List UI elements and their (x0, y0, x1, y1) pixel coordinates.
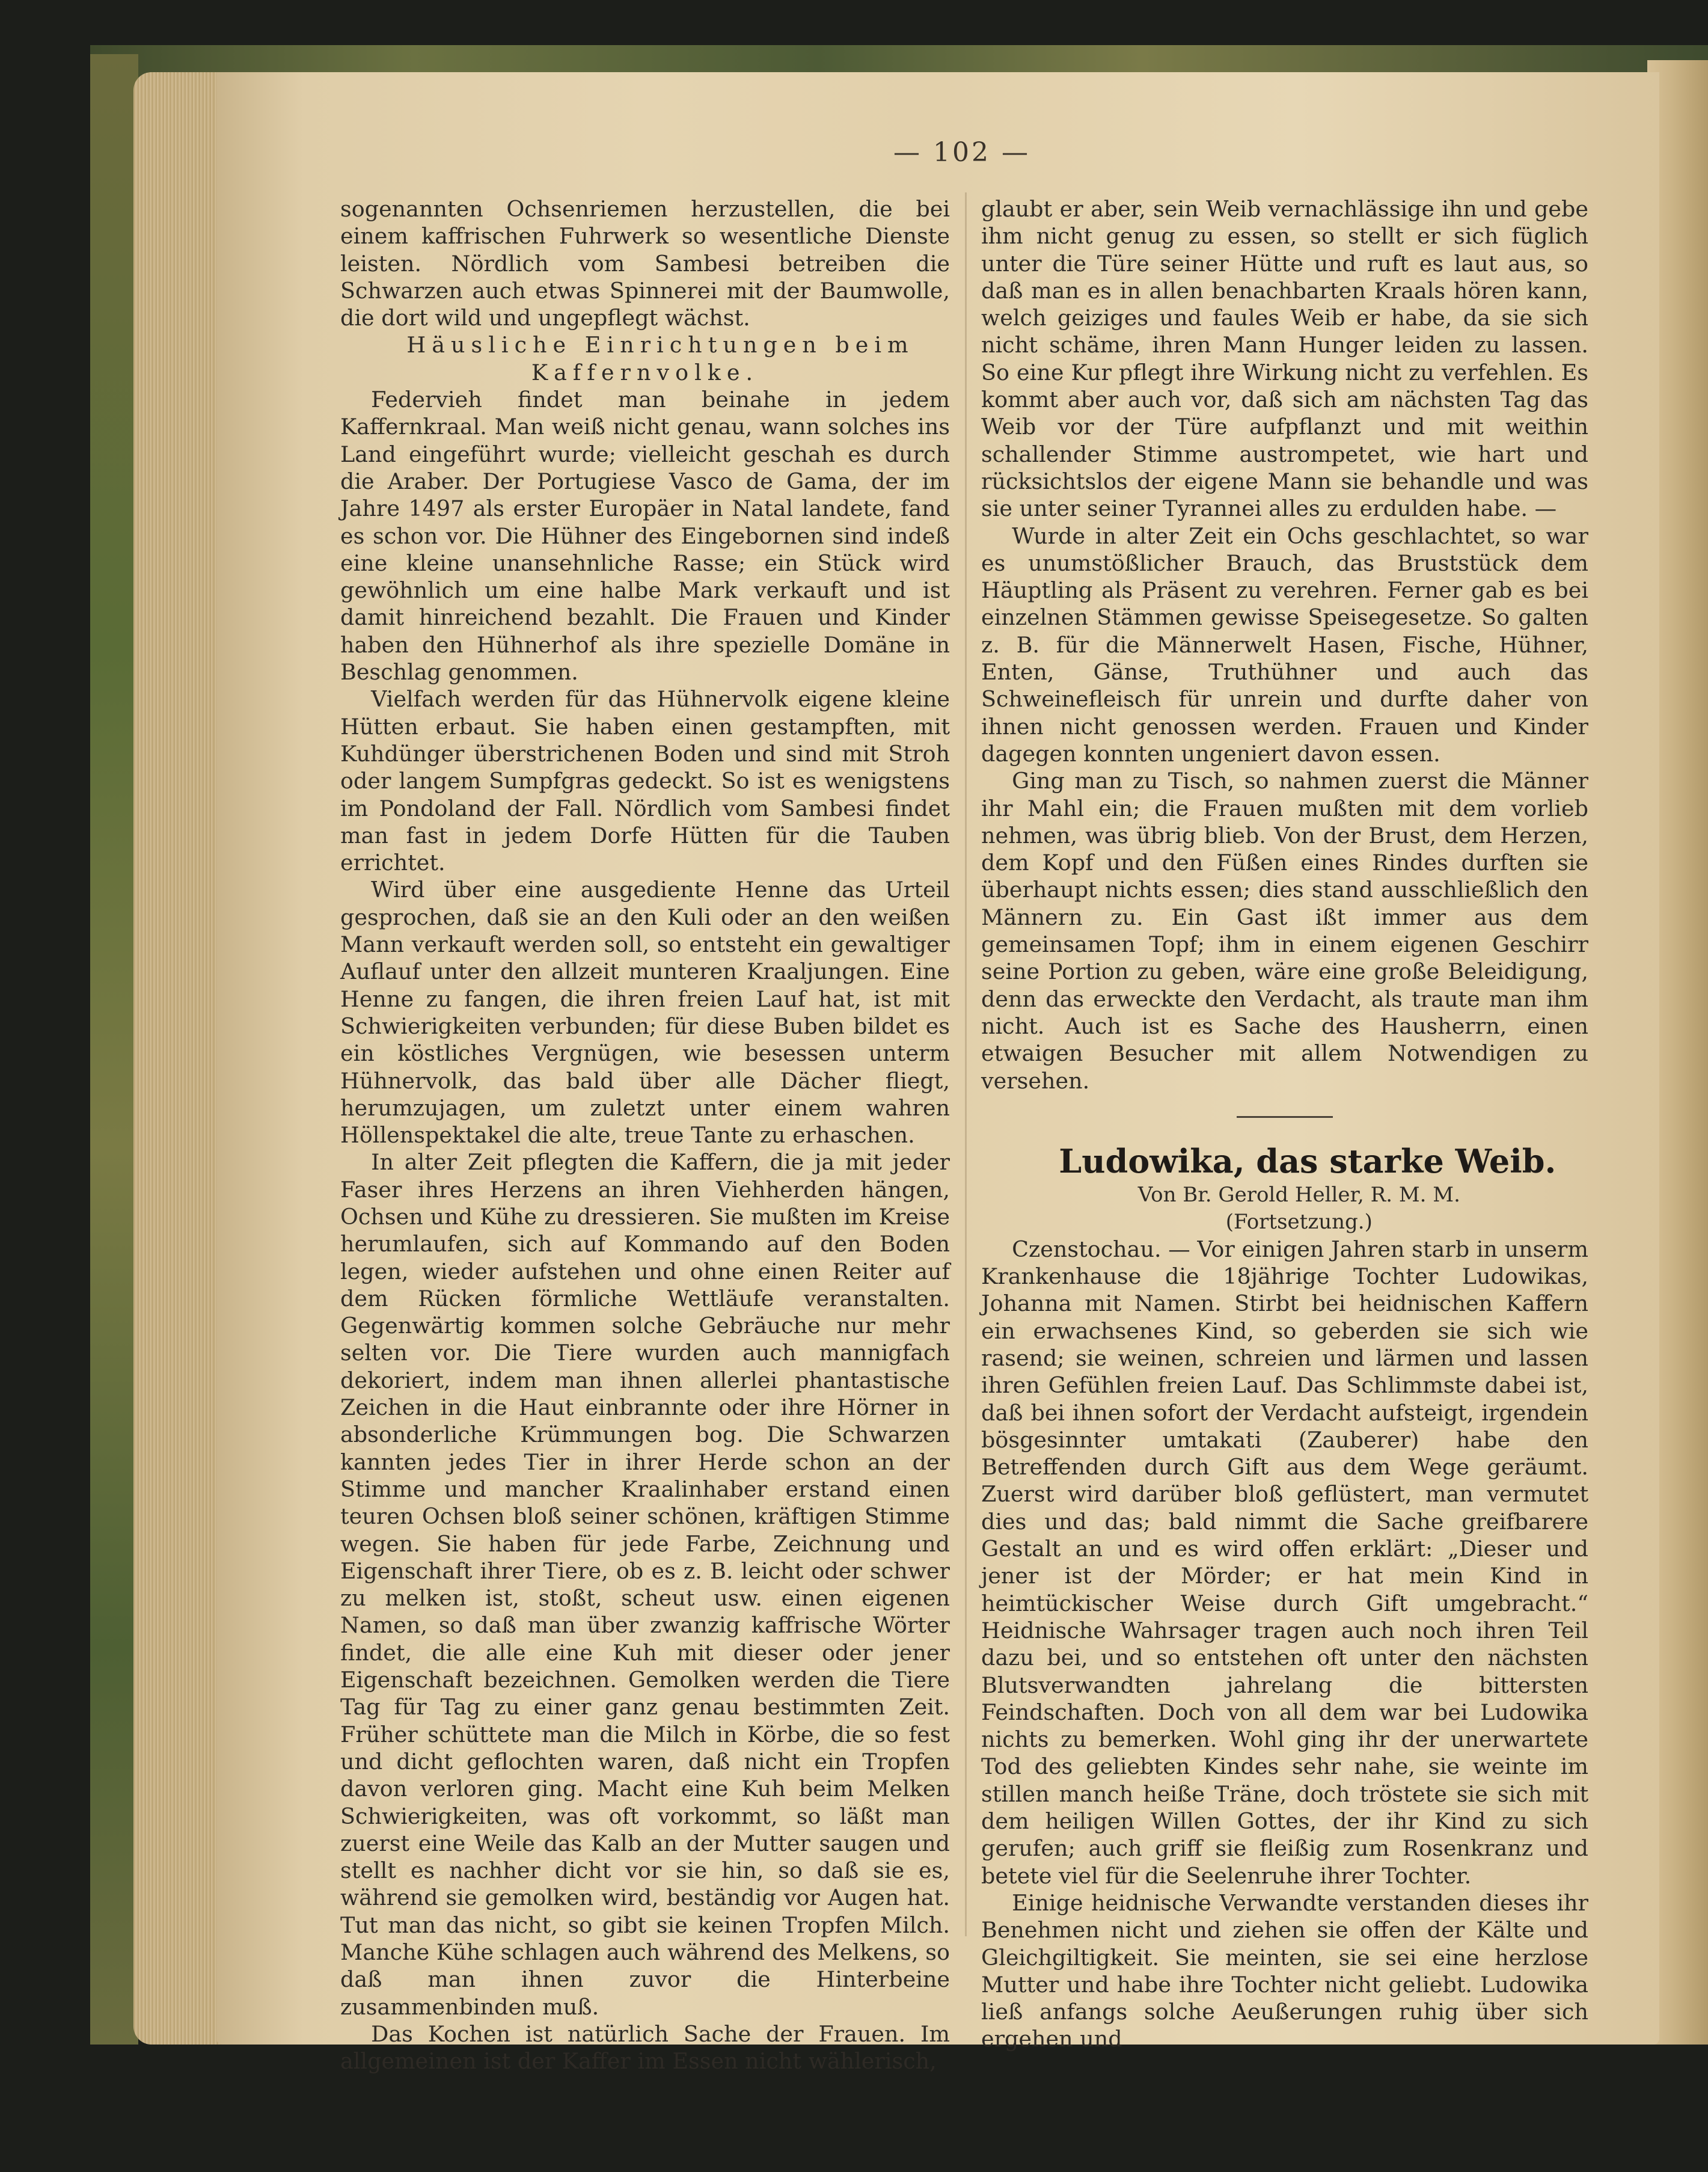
right-paragraph: Wurde in alter Zeit ein Ochs geschlachtet, so war es unumstößlicher Brauch, das Bruststück dem Häuptling als Präsent zu verehren. Ferner gab es bei einzelnen Stämmen gewisse Speisegesetze. So galten z. B. für die Männerwelt Hasen, Fische, Hühner, Enten, Gänse, Truthühner und auch das Schweinefleisch für unrein und durfte daher von ihnen nicht genossen werden. Frauen und Kinder dagegen konnten ungeniert davon essen. (981, 523, 1588, 767)
book-spine (90, 54, 138, 2045)
right-paragraph: Ging man zu Tisch, so nahmen zuerst die Männer ihr Mahl ein; die Frauen mußten mit dem vorlieb nehmen, was übrig blieb. Von der Brust, dem Herzen, dem Kopf und den Füßen eines Rindes durften sie überhaupt nichts essen; dies stand ausschließlich den Männern zu. Ein Gast ißt immer aus dem gemeinsamen Topf; ihm in einem eigenen Geschirr seine Portion zu geben, wäre eine große Beleidigung, denn das erweckte den Verdacht, als traute man ihm nicht. Auch ist es Sache des Hausherrn, einen etwaigen Besucher mit allem Notwendigen zu versehen. (981, 768, 1588, 1094)
column-divider (965, 192, 967, 1936)
continued-note: (Fortsetzung.) (1225, 1209, 1373, 1234)
left-paragraph: Federvieh findet man beinahe in jedem Kaffernkraal. Man weiß nicht genau, wann solches ins Land eingeführt wurde; vielleicht geschah es durch die Araber. Der Portugiese Vasco de Gama, der im Jahre 1497 als erster Europäer in Natal landete, fand es schon vor. Die Hühner des Eingebornen sind indeß eine kleine unansehnliche Rasse; ein Stück wird gewöhnlich um eine halbe Mark verkauft und ist damit hinreichend bezahlt. Die Frauen und Kinder haben den Hühnerhof als ihre spezielle Domäne in Beschlag genommen. (340, 387, 950, 686)
separator-rule (1237, 1116, 1333, 1118)
left-paragraph: Vielfach werden für das Hühnervolk eigene kleine Hütten erbaut. Sie haben einen gestampften, mit Kuhdünger überstrichenen Boden und sind mit Stroh oder langem Sumpfgras gedeckt. So ist es wenigstens im Pondoland der Fall. Nördlich vom Sambesi findet man fast in jedem Dorfe Hütten für die Tauben errichtet. (340, 686, 950, 876)
article-title: Ludowika, das starke Weib. (1059, 1141, 1556, 1180)
article-byline: Von Br. Gerold Heller, R. M. M. (1137, 1182, 1460, 1207)
left-paragraph: Wird über eine ausgediente Henne das Urteil gesprochen, daß sie an den Kuli oder an den weißen Mann verkauft werden soll, so entsteht ein gewaltiger Auflauf unter den allzeit munteren Kraaljungen. Eine Henne zu fangen, die ihren freien Lauf hat, ist mit Schwierigkeiten verbunden; für diese Buben bildet es ein köstliches Vergnügen, wie besessen unterm Hühnervolk, das bald über alle Dächer fliegt, herumzujagen, um zuletzt unter einem wahren Höllenspektakel die alte, treue Tante zu erhaschen. (340, 877, 950, 1149)
article-paragraph: Einige heidnische Verwandte verstanden dieses ihr Benehmen nicht und ziehen sie offen der Kälte und Gleichgiltigkeit. Sie meinten, sie sei eine herzlose Mutter und habe ihre Tochter nicht geliebt. Ludowika ließ anfangs solche Aeußerungen ruhig über sich ergehen und (981, 1889, 1588, 2052)
right-column (981, 195, 1588, 2053)
left-column (340, 195, 950, 2075)
section-heading: Häusliche Einrichtungen beim Kaffernvolke. (406, 332, 914, 385)
page-number: — 102 — (893, 137, 1030, 168)
right-intro-paragraph: glaubt er aber, sein Weib vernachlässige ihn und gebe ihm nicht genug zu essen, so stellt er sich füglich unter die Türe seiner Hütte und ruft es laut aus, so daß man es in allen benachbarten Kraals hören kann, welch geiziges und faules Weib er habe, da sie sich nicht schäme, ihren Mann Hunger leiden zu lassen. So eine Kur pflegt ihre Wirkung nicht zu verfehlen. Es kommt aber auch vor, daß sich am nächsten Tag das Weib vor der Türe aufpflanzt und mit weithin schallender Stimme austrompetet, wie hart und rücksichtslos der eigene Mann sie behandle und was sie unter seiner Tyrannei alles zu erdulden habe. — (981, 196, 1588, 522)
left-paragraph: In alter Zeit pflegten die Kaffern, die ja mit jeder Faser ihres Herzens an ihren Viehherden hängen, Ochsen und Kühe zu dressieren. Sie mußten im Kreise herumlaufen, sich auf Kommando auf den Boden legen, wieder aufstehen und ohne einen Reiter auf dem Rücken förmliche Wettläufe veranstalten. Gegenwärtig kommen solche Gebräuche nur mehr selten vor. Die Tiere wurden auch mannigfach dekoriert, indem man ihnen allerlei phantastische Zeichen in die Haut einbrannte oder ihre Hörner in absonderliche Krümmungen bog. Die Schwarzen kannten jedes Tier in ihrer Herde schon an der Stimme und mancher Kraalinhaber erstand einen teuren Ochsen bloß seiner schönen, kräftigen Stimme wegen. Sie haben für jede Farbe, Zeichnung und Eigenschaft ihrer Tiere, ob es z. B. leicht oder schwer zu melken ist, stoßt, scheut usw. einen eigenen Namen, so daß man über zwanzig kaffrische Wörter findet, die alle eine Kuh mit dieser oder jener Eigenschaft bezeichnen. Gemolken werden die Tiere Tag für Tag zu einer ganz genau bestimmten Zeit. Früher schüttete man die Milch in Körbe, die so fest und dicht geflochten waren, daß nicht ein Tropfen davon verloren ging. Macht eine Kuh beim Melken Schwierigkeiten, was oft vorkommt, so läßt man zuerst eine Weile das Kalb an der Mutter saugen und stellt es nachher dicht vor sie hin, so daß sie es, während sie gemolken wird, beständig vor Augen hat. Tut man das nicht, so gibt sie keinen Tropfen Milch. Manche Kühe schlagen auch während des Melkens, so daß man ihnen zuvor die Hinterbeine zusammenbinden muß. (340, 1149, 950, 2020)
article-paragraph: Czenstochau. — Vor einigen Jahren starb in unserm Krankenhause die 18jährige Tochter Ludowikas, Johanna mit Namen. Stirbt bei heidnischen Kaffern ein erwachsenes Kind, so geberden sie sich wie rasend; sie weinen, schreien und lärmen und lassen ihren Gefühlen freien Lauf. Das Schlimmste dabei ist, daß bei ihnen sofort der Verdacht aufsteigt, irgendein bösgesinnter umtakati (Zauberer) habe den Betreffenden durch Gift aus dem Wege geräumt. Zuerst wird darüber bloß geflüstert, man vermutet dies und das; bald nimmt die Sache greifbarere Gestalt an und es wird offen erklärt: „Dieser und jener ist der Mörder; er hat mein Kind in heimtückischer Weise durch Gift umgebracht.“ Heidnische Wahrsager tragen auch noch ihren Teil dazu bei, und so entstehen oft unter den nächsten Blutsverwandten jahrelang die bittersten Feindschaften. Doch von all dem war bei Ludowika nichts zu bemerken. Wohl ging ihr der unerwartete Tod des geliebten Kindes sehr nahe, sie weinte im stillen manch heiße Träne, doch tröstete sie sich mit dem heiligen Willen Gottes, der ihr Kind zu sich gerufen; auch griff sie fleißig zum Rosenkranz und betete viel für die Seelenruhe ihrer Tochter. (981, 1236, 1588, 1889)
left-paragraph: Das Kochen ist natürlich Sache der Frauen. Im allgemeinen ist der Kaffer im Essen nicht wählerisch, (340, 2020, 950, 2075)
left-intro-paragraph: sogenannten Ochsenriemen herzustellen, die bei einem kaffrischen Fuhrwerk so wesentliche Dienste leisten. Nördlich vom Sambesi betreiben die Schwarzen auch etwas Spinnerei mit der Baumwolle, die dort wild und ungepflegt wächst. (340, 196, 950, 331)
